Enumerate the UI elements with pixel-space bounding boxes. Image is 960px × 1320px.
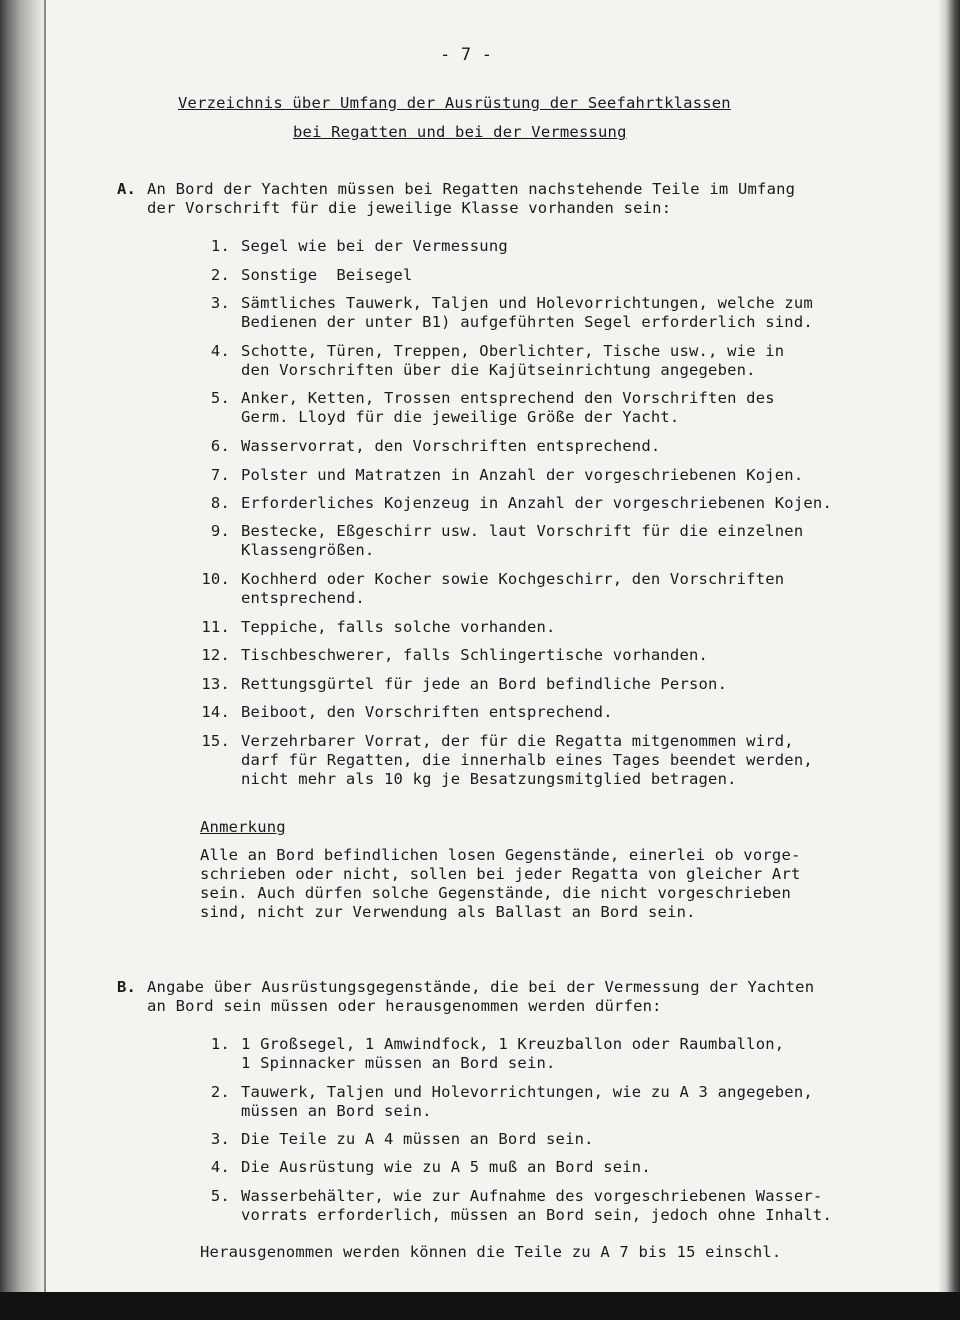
section-a-item-number: 4. (210, 342, 230, 360)
section-b-footer: Herausgenommen werden können die Teile zu A 7 bis 15 einschl. (200, 1243, 782, 1261)
document-title-line-2: bei Regatten und bei der Vermessung (293, 123, 627, 141)
section-b-item-number: 4. (210, 1158, 230, 1176)
section-a-item-number: 5. (210, 389, 230, 407)
section-b-intro-line-1: Angabe über Ausrüstungsgegenstände, die bei der Vermessung der Yachten (147, 978, 815, 996)
section-a-item-6: Wasservorrat, den Vorschriften entsprechend. (241, 437, 661, 455)
document-title-line-1: Verzeichnis über Umfang der Ausrüstung der Seefahrtklassen (178, 94, 731, 112)
section-a-item-10-line-2: entsprechend. (241, 589, 365, 607)
section-a-item-15-line-2: darf für Regatten, die innerhalb eines Tages beendet werden, (241, 751, 813, 769)
section-b-item-1-line-2: 1 Spinnacker müssen an Bord sein. (241, 1054, 556, 1072)
note-heading: Anmerkung (200, 818, 286, 836)
section-b-item-number: 5. (210, 1187, 230, 1205)
section-a-item-number: 6. (210, 437, 230, 455)
section-a-item-number: 7. (210, 466, 230, 484)
section-a-item-15-line-1: Verzehrbarer Vorrat, der für die Regatta mitgenommen wird, (241, 732, 794, 750)
section-a-item-14: Beiboot, den Vorschriften entsprechend. (241, 703, 613, 721)
section-b-item-number: 1. (210, 1035, 230, 1053)
section-a-item-number: 10. (201, 570, 230, 588)
note-line-3: sein. Auch dürfen solche Gegenstände, die nicht vorgeschrieben (200, 884, 791, 902)
section-b-item-1-line-1: 1 Großsegel, 1 Amwindfock, 1 Kreuzballon oder Raumballon, (241, 1035, 785, 1053)
scan-bottom-border (0, 1292, 960, 1320)
section-a-item-3-line-1: Sämtliches Tauwerk, Taljen und Holevorrichtungen, welche zum (241, 294, 813, 312)
section-a-item-number: 9. (210, 522, 230, 540)
section-b-intro-line-2: an Bord sein müssen oder herausgenommen werden dürfen: (147, 997, 662, 1015)
section-a-item-number: 14. (201, 703, 230, 721)
section-a-item-13: Rettungsgürtel für jede an Bord befindliche Person. (241, 675, 728, 693)
section-a-item-2: Sonstige Beisegel (241, 266, 413, 284)
section-a-item-7: Polster und Matratzen in Anzahl der vorgeschriebenen Kojen. (241, 466, 804, 484)
section-a-item-number: 8. (210, 494, 230, 512)
section-a-item-3-line-2: Bedienen der unter B1) aufgeführten Segel erforderlich sind. (241, 313, 813, 331)
section-b-item-4: Die Ausrüstung wie zu A 5 muß an Bord sein. (241, 1158, 651, 1176)
note-line-2: schrieben oder nicht, sollen bei jeder Regatta von gleicher Art (200, 865, 801, 883)
section-a-item-12: Tischbeschwerer, falls Schlingertische vorhanden. (241, 646, 709, 664)
section-a-item-1: Segel wie bei der Vermessung (241, 237, 508, 255)
section-a-item-9-line-1: Bestecke, Eßgeschirr usw. laut Vorschrift für die einzelnen (241, 522, 804, 540)
section-a-item-10-line-1: Kochherd oder Kocher sowie Kochgeschirr, den Vorschriften (241, 570, 785, 588)
section-b-item-5-line-2: vorrats erforderlich, müssen an Bord sein, jedoch ohne Inhalt. (241, 1206, 832, 1224)
section-b-item-number: 2. (210, 1083, 230, 1101)
section-a-item-4-line-2: den Vorschriften über die Kajütseinrichtung angegeben. (241, 361, 756, 379)
section-a-item-number: 15. (201, 732, 230, 750)
section-b-item-number: 3. (210, 1130, 230, 1148)
section-a-item-8: Erforderliches Kojenzeug in Anzahl der vorgeschriebenen Kojen. (241, 494, 832, 512)
section-a-item-number: 11. (201, 618, 230, 636)
note-line-4: sind, nicht zur Verwendung als Ballast an Bord sein. (200, 903, 696, 921)
section-a-letter: A. (117, 180, 137, 198)
section-a-intro-line-2: der Vorschrift für die jeweilige Klasse vorhanden sein: (147, 199, 672, 217)
section-a-item-5-line-2: Germ. Lloyd für die jeweilige Größe der Yacht. (241, 408, 680, 426)
section-b-letter: B. (117, 978, 137, 996)
section-a-item-number: 12. (201, 646, 230, 664)
section-a-item-5-line-1: Anker, Ketten, Trossen entsprechend den Vorschriften des (241, 389, 775, 407)
section-a-item-15-line-3: nicht mehr als 10 kg je Besatzungsmitglied betragen. (241, 770, 737, 788)
page-number: - 7 - (440, 45, 493, 65)
section-a-item-11: Teppiche, falls solche vorhanden. (241, 618, 556, 636)
section-b-item-3: Die Teile zu A 4 müssen an Bord sein. (241, 1130, 594, 1148)
section-b-item-5-line-1: Wasserbehälter, wie zur Aufnahme des vorgeschriebenen Wasser- (241, 1187, 823, 1205)
section-a-item-number: 1. (210, 237, 230, 255)
section-b-item-2-line-2: müssen an Bord sein. (241, 1102, 432, 1120)
section-a-item-number: 13. (201, 675, 230, 693)
section-a-item-9-line-2: Klassengrößen. (241, 541, 375, 559)
section-a-intro-line-1: An Bord der Yachten müssen bei Regatten nachstehende Teile im Umfang (147, 180, 796, 198)
section-a-item-number: 3. (210, 294, 230, 312)
section-a-item-number: 2. (210, 266, 230, 284)
note-line-1: Alle an Bord befindlichen losen Gegenstände, einerlei ob vorge- (200, 846, 801, 864)
section-b-item-2-line-1: Tauwerk, Taljen und Holevorrichtungen, wie zu A 3 angegeben, (241, 1083, 813, 1101)
section-a-item-4-line-1: Schotte, Türen, Treppen, Oberlichter, Tische usw., wie in (241, 342, 785, 360)
